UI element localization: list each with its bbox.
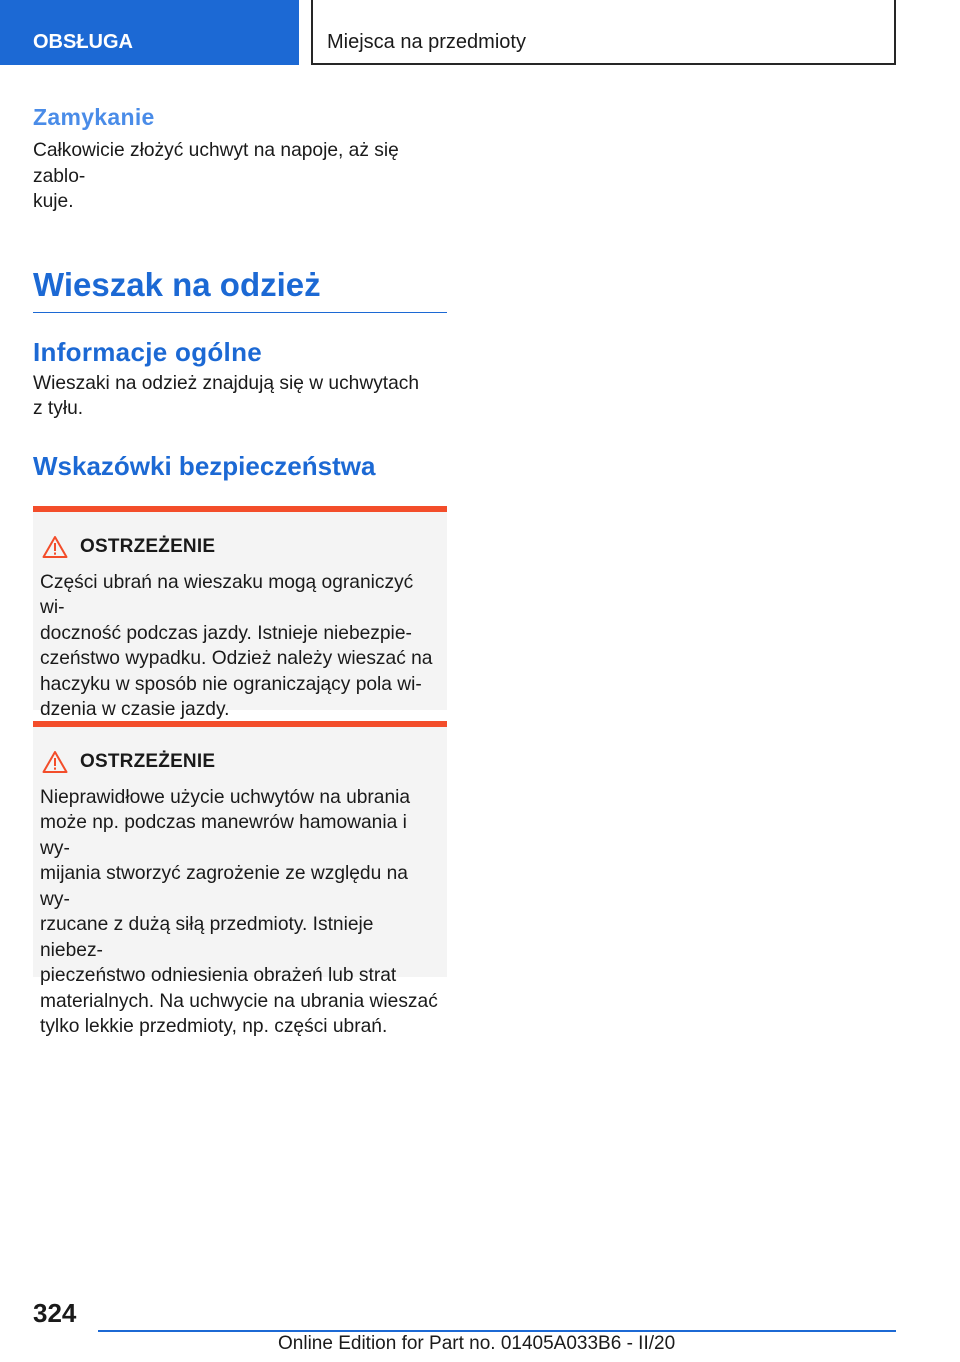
closing-text: Całkowicie złożyć uchwyt na napoje, aż się zablo- kuje. [33, 140, 399, 212]
main-content [33, 100, 447, 1037]
warning-text: Nieprawidłowe użycie uchwytów na ubrania może np. podczas manewrów hamowania i wy- mijania stworzyć zagrożenie ze względu na wy- rzucane z dużą siłą przedmioty. Istnieje niebez- pieczeństwo odniesienia obrażeń lub strat materialnych. Na uchwycie na ubrania wieszać tylko lekkie przedmioty, np. części ubrań. [40, 786, 438, 1037]
warning-triangle-icon [42, 535, 68, 559]
page-number: 324 [33, 1298, 77, 1328]
warning-header [40, 749, 438, 775]
chapter-title: Miejsca na przedmioty [311, 0, 896, 65]
edition-note: Online Edition for Part no. 01405A033B6 - II/20 [278, 1333, 676, 1354]
warning-text: Części ubrań na wieszaku mogą ograniczyć wi- doczność podczas jazdy. Istnieje niebezpie- czeństwo wypadku. Odzież należy wieszać na haczyku w sposób nie ograniczający pola wi- dzenia w czasie jazdy. [40, 571, 433, 720]
footer-divider [98, 1330, 896, 1332]
warning-label: OSTRZEŻENIE [80, 535, 216, 557]
general-info-heading: Informacje ogólne [33, 336, 263, 367]
warning-header [40, 534, 438, 560]
general-info-text: Wieszaki na odzież znajdują się w uchwytach z tyłu. [33, 372, 420, 419]
safety-heading: Wskazówki bezpieczeństwa [33, 450, 376, 481]
warning-box-1 [33, 506, 447, 720]
closing-heading: Zamykanie [33, 104, 155, 130]
warning-label: OSTRZEŻENIE [80, 750, 216, 772]
coat-hook-heading: Wieszak na odzież [33, 263, 447, 313]
warning-triangle-icon [42, 750, 68, 774]
section-tab: OBSŁUGA [0, 0, 299, 65]
warning-box-2 [33, 721, 447, 1037]
